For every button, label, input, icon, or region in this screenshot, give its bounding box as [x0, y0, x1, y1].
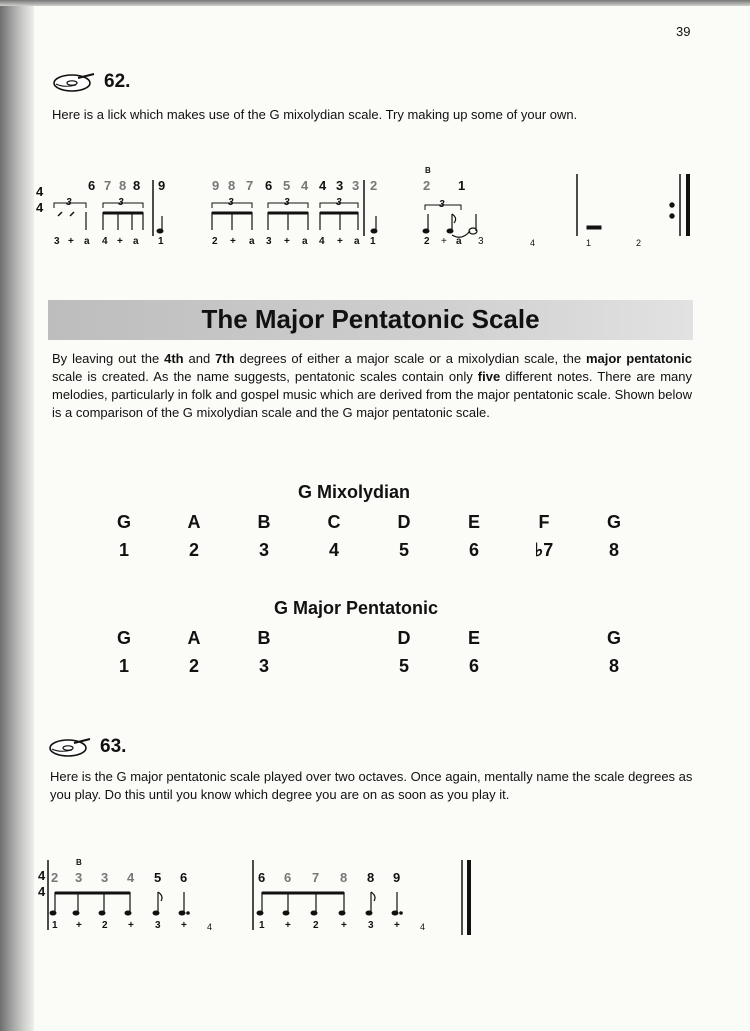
tab-number: 9: [212, 178, 220, 193]
body-text-segment: different notes. There are many melodies, particularly in folk and gospel music which are derived from the major pentatonic scale. Shown below is a comparison of the G mixolydian scale and the G major pentatonic scale.: [52, 369, 692, 420]
tab-number: 2: [51, 870, 59, 885]
count-label: +: [441, 236, 447, 247]
tab-number: 4: [319, 178, 327, 193]
count-label: 1: [52, 920, 58, 931]
count-label: 3: [478, 236, 484, 247]
scale-note: G: [606, 512, 621, 532]
count-label: +: [76, 920, 82, 931]
scale-degree: 4: [328, 540, 339, 560]
count-label: 3: [155, 920, 161, 931]
scale-note: E: [467, 512, 480, 532]
tab-number: 5: [283, 178, 291, 193]
body-text-segment: degrees of either a major scale or a mixolydian scale, the: [234, 351, 586, 366]
bend-mark: B: [425, 166, 431, 175]
example-number: 63.: [100, 736, 127, 757]
scale-degree: 8: [608, 656, 619, 676]
count-label: +: [117, 236, 123, 247]
count-label: 3: [54, 236, 60, 247]
scale-degree: 8: [608, 540, 619, 560]
scale-degree: 6: [468, 656, 479, 676]
triplet-mark: 3: [66, 197, 72, 208]
body-text-bold: 7th: [215, 351, 235, 366]
body-text-segment: By leaving out the: [52, 351, 165, 366]
scale-degree: 6: [468, 540, 479, 560]
body-text-segment: and: [183, 351, 216, 366]
count-label: 4: [530, 238, 536, 248]
body-text-bold: 4th: [164, 351, 184, 366]
tab-number: 3: [352, 178, 360, 193]
count-label: a: [302, 236, 308, 247]
time-sig-top: 4: [38, 868, 46, 883]
pentatonic-title: G Major Pentatonic: [274, 598, 439, 618]
count-label: 4: [420, 922, 426, 932]
scale-degree: 3: [258, 656, 269, 676]
scale-note: G: [606, 628, 621, 648]
triplet-mark: 3: [118, 197, 124, 208]
count-label: 4: [319, 236, 325, 247]
tab-number: 3: [101, 870, 109, 885]
tab-number: 6: [258, 870, 266, 885]
count-label: 2: [313, 920, 319, 931]
tab-number: 4: [127, 870, 135, 885]
count-label: +: [285, 920, 291, 931]
count-label: 2: [424, 236, 430, 247]
tab-number: 3: [75, 870, 83, 885]
tab-number: 5: [154, 870, 162, 885]
example-number: 62.: [104, 71, 131, 92]
tab-number: 9: [393, 870, 401, 885]
count-label: +: [284, 236, 290, 247]
tab-number: 6: [88, 178, 96, 193]
tab-number: 7: [246, 178, 254, 193]
mixolydian-title: G Mixolydian: [298, 482, 411, 502]
scale-degree: 3: [258, 540, 269, 560]
scale-note: B: [257, 628, 271, 648]
scale-note: D: [397, 512, 411, 532]
count-label: a: [249, 236, 255, 247]
scale-note: D: [397, 628, 411, 648]
page-number: 39: [676, 24, 691, 39]
scale-degree: 5: [398, 540, 409, 560]
scale-degree: 2: [188, 656, 199, 676]
triplet-mark: 3: [336, 197, 342, 208]
triplet-mark: 3: [284, 197, 290, 208]
tab-number: 6: [180, 870, 188, 885]
count-label: 2: [212, 236, 218, 247]
example-62-description: Here is a lick which makes use of the G mixolydian scale. Try making up some of your own.: [52, 107, 578, 122]
scale-note: A: [187, 628, 201, 648]
tab-number: 2: [423, 178, 431, 193]
count-label: 2: [102, 920, 108, 931]
tab-number: 7: [104, 178, 112, 193]
scale-degree: 5: [398, 656, 409, 676]
scale-note: F: [538, 512, 550, 532]
scale-note: G: [116, 512, 131, 532]
count-label: 2: [636, 238, 642, 248]
tab-number: 8: [133, 178, 141, 193]
count-label: 4: [102, 236, 108, 247]
scale-note: C: [327, 512, 341, 532]
count-label: a: [456, 236, 462, 247]
body-text-segment: scale is created. As the name suggests, pentatonic scales contain only: [52, 369, 478, 384]
tab-number: 8: [119, 178, 127, 193]
tab-number: 8: [340, 870, 348, 885]
tab-number: 9: [158, 178, 166, 193]
count-label: +: [181, 920, 187, 931]
scale-degree: ♭7: [534, 540, 554, 560]
bend-mark: B: [76, 858, 82, 867]
count-label: +: [68, 236, 74, 247]
count-label: 3: [368, 920, 374, 931]
count-label: +: [128, 920, 134, 931]
tab-number: 6: [284, 870, 292, 885]
count-label: +: [230, 236, 236, 247]
scale-degree: 1: [118, 656, 129, 676]
count-label: 1: [370, 236, 376, 247]
count-label: a: [133, 236, 139, 247]
count-label: a: [354, 236, 360, 247]
time-sig-bottom: 4: [36, 200, 44, 215]
count-label: 1: [586, 238, 592, 248]
scale-degree: 2: [188, 540, 199, 560]
count-label: +: [394, 920, 400, 931]
tab-number: 2: [370, 178, 378, 193]
body-text-bold: major pentatonic: [585, 351, 692, 366]
section-title: The Major Pentatonic Scale: [201, 304, 540, 334]
count-label: a: [84, 236, 90, 247]
example-63-description: Here is the G major pentatonic scale played over two octaves. Once again, mentally name the scale degrees as you play. Do this until you know which degree you are on as soon as you play it.: [50, 769, 693, 802]
count-label: 1: [259, 920, 265, 931]
tab-number: 8: [367, 870, 375, 885]
body-text-bold: five: [477, 369, 501, 384]
tab-number: 8: [228, 178, 236, 193]
count-label: 3: [266, 236, 272, 247]
scale-note: A: [187, 512, 201, 532]
tab-number: 1: [458, 178, 466, 193]
count-label: +: [337, 236, 343, 247]
scale-note: G: [116, 628, 131, 648]
time-sig-bottom: 4: [38, 884, 46, 899]
triplet-mark: 3: [228, 197, 234, 208]
tab-number: 4: [301, 178, 309, 193]
scale-note: E: [467, 628, 480, 648]
time-sig-top: 4: [36, 184, 44, 199]
count-label: +: [341, 920, 347, 931]
scale-degree: 1: [118, 540, 129, 560]
tab-number: 7: [312, 870, 320, 885]
tab-number: 6: [265, 178, 273, 193]
triplet-mark: 3: [439, 199, 445, 210]
tab-number: 3: [336, 178, 344, 193]
scale-note: B: [257, 512, 271, 532]
count-label: 1: [158, 236, 164, 247]
count-label: 4: [207, 922, 213, 932]
